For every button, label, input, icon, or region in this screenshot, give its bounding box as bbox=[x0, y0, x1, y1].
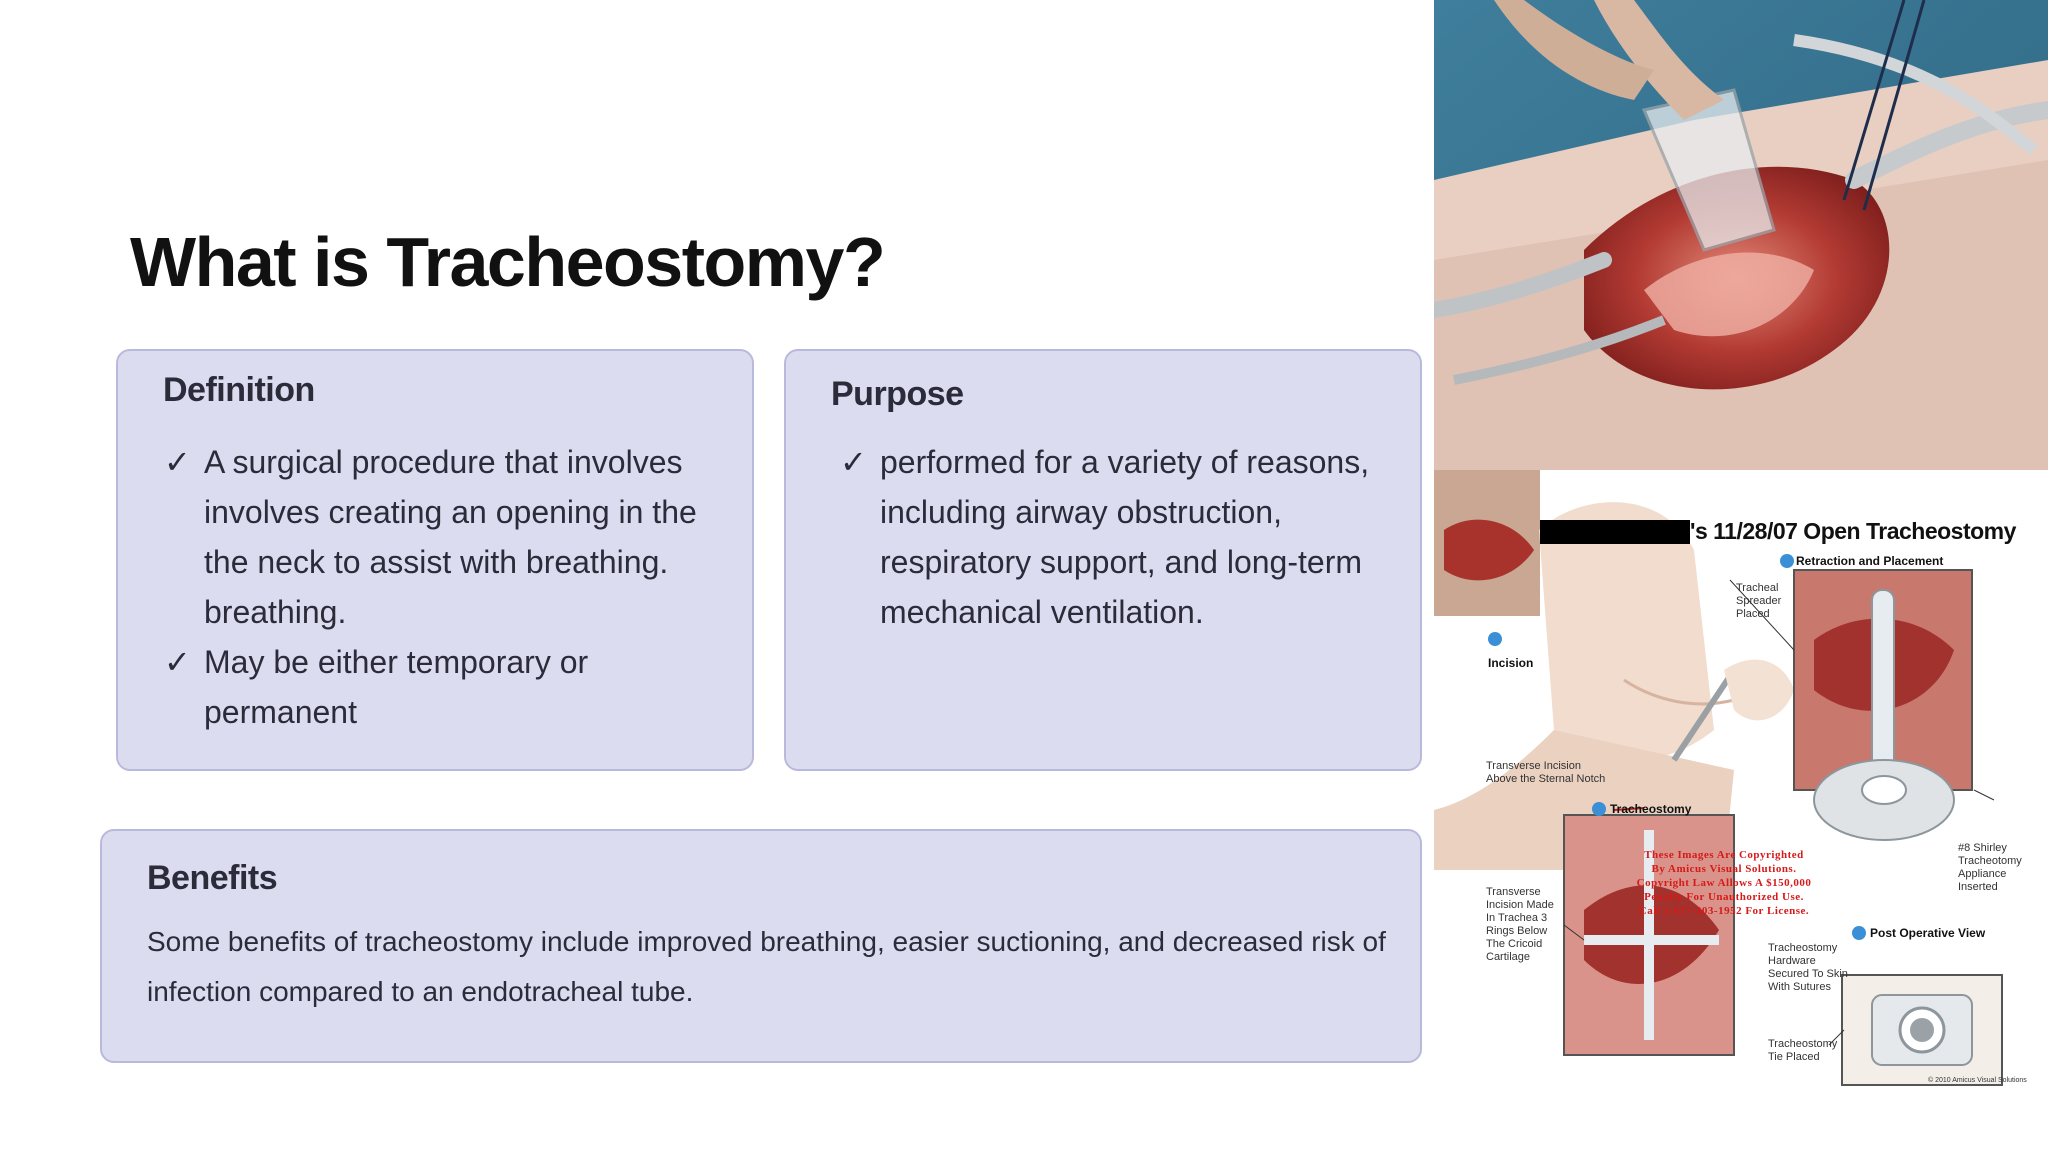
purpose-heading: Purpose bbox=[831, 375, 964, 413]
surgery-photo-illustration bbox=[1434, 0, 2048, 470]
procedure-diagram bbox=[1434, 470, 2048, 1090]
step-badge-icon bbox=[1488, 632, 1502, 646]
definition-heading: Definition bbox=[163, 371, 315, 409]
definition-list bbox=[164, 437, 724, 737]
benefits-text: Some benefits of tracheostomy include improved breathing, easier suctioning, and decreased risk of infection compared to an endotracheal tube. bbox=[147, 926, 1386, 1007]
list-item-text: performed for a variety of reasons, including airway obstruction, respiratory support, and long-term mechanical ventilation. bbox=[880, 444, 1370, 630]
transverse-label: Transverse Incision Above the Sternal Notch bbox=[1486, 760, 1606, 785]
list-item bbox=[164, 637, 724, 737]
shirley-label: #8 Shirley Tracheotomy Appliance Inserted bbox=[1958, 842, 2022, 893]
benefits-card bbox=[100, 829, 1422, 1063]
list-item-text: A surgical procedure that involves involves creating an opening in the the neck to assist with breathing. breathing. bbox=[204, 444, 697, 630]
diagram-title: 's 11/28/07 Open Tracheostomy bbox=[1690, 518, 2016, 544]
purpose-list bbox=[840, 437, 1400, 637]
purpose-card bbox=[784, 349, 1422, 771]
list-item bbox=[840, 437, 1400, 637]
surgery-photo bbox=[1434, 0, 2048, 470]
diagram-incision-label: Incision bbox=[1488, 656, 1534, 670]
definition-card bbox=[116, 349, 754, 771]
copyright-label: © 2010 Amicus Visual Solutions bbox=[1928, 1077, 2027, 1084]
list-item bbox=[164, 437, 724, 637]
step-badge-icon bbox=[1592, 802, 1606, 816]
diagram-tracheostomy-label: Tracheostomy bbox=[1610, 802, 1692, 816]
slide-title: What is Tracheostomy? bbox=[130, 223, 885, 301]
check-icon: ✓ bbox=[840, 444, 867, 480]
tie-label: Tracheostomy Tie Placed bbox=[1768, 1038, 1838, 1063]
hardware-label: Tracheostomy Hardware Secured To Skin With Sutures bbox=[1768, 942, 1848, 993]
step-badge-icon bbox=[1852, 926, 1866, 940]
list-item-text: May be either temporary or permanent bbox=[204, 644, 589, 730]
step-badge-icon bbox=[1780, 554, 1794, 568]
spreader-label: Tracheal Spreader Placed bbox=[1736, 582, 1782, 620]
diagram-retraction-label: Retraction and Placement bbox=[1796, 554, 1944, 568]
check-icon: ✓ bbox=[164, 444, 191, 480]
copyright-watermark: These Images Are Copyrighted By Amicus Visual Solutions. Copyright Law Allows A $150,000 Penalty For Unauthorized Use. Call 1-877-303-1952 For License. bbox=[1636, 849, 1812, 917]
benefits-heading: Benefits bbox=[147, 859, 278, 897]
diagram-postop-label: Post Operative View bbox=[1870, 926, 1986, 940]
incision-made-label: Transverse Incision Made In Trachea 3 Rings Below The Cricoid Cartilage bbox=[1486, 886, 1554, 963]
check-icon: ✓ bbox=[164, 644, 191, 680]
redaction-bar bbox=[1540, 520, 1690, 544]
